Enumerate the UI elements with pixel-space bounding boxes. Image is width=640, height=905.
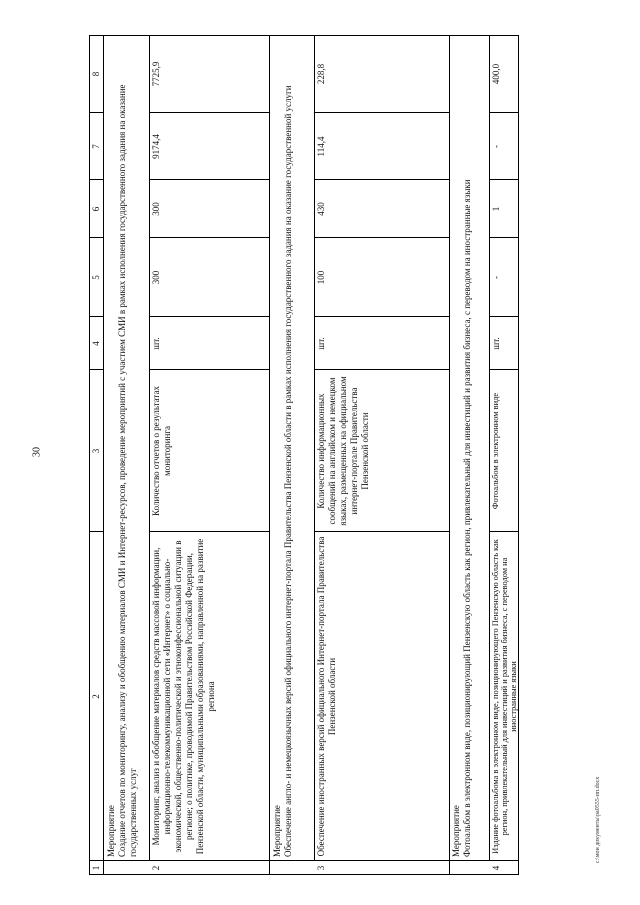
section-label: Мероприятие bbox=[451, 805, 461, 857]
row-value-5: 100 bbox=[316, 270, 326, 285]
section-title: Создание отчетов по мониторингу, анализу и обобщению материалов СМИ и Интернет-ресурсов, проведение мероприятий с участием СМИ в рамках исполнения государственного задания на оказание государственных услуг bbox=[116, 84, 138, 857]
row-indicator: Количество информационных сообщений на английском и немецком языках, размещенных на официальном интернет-портале Правительства Пензенской области bbox=[316, 376, 370, 526]
col-header-8: 8 bbox=[91, 71, 101, 77]
section-heading bbox=[106, 39, 139, 857]
col-header-2: 2 bbox=[91, 694, 101, 699]
col-header-5: 5 bbox=[91, 275, 101, 280]
row-unit: шт. bbox=[491, 337, 501, 350]
row-name: Обеспечение иностранных версий официального Интернет-портала Правительства Пензенской области bbox=[316, 536, 337, 857]
row-name: Издание фотоальбома в электронном виде, позиционирующего Пензенскую область как регион, привлекательный для инвестиций и развития бизнеса, с переводом на иностранные языки bbox=[491, 539, 519, 854]
col-header-4: 4 bbox=[91, 341, 101, 346]
row-indicator: Количество отчетов о результатах мониторинга bbox=[151, 386, 172, 516]
row-value-5: 300 bbox=[151, 270, 161, 285]
row-value-6: 430 bbox=[316, 202, 326, 216]
row-number: 3 bbox=[316, 865, 326, 871]
row-unit: шт. bbox=[151, 337, 161, 350]
row-value-7: 9174,4 bbox=[151, 134, 161, 159]
row-value-8: 228,8 bbox=[316, 63, 326, 85]
row-value-8: 7725,9 bbox=[151, 61, 161, 87]
section-title: Фотоальбом в электронном виде, позиционирующий Пензенскую область как регион, привлекательный для инвестиций и развития бизнеса, с переводом на иностранные языки bbox=[461, 179, 472, 857]
row-value-6: 1 bbox=[491, 206, 501, 212]
col-header-1: 1 bbox=[91, 865, 101, 871]
row-number: 4 bbox=[491, 865, 501, 871]
row-number: 2 bbox=[151, 865, 161, 871]
row-indicator: Фотоальбом в электронном виде bbox=[491, 392, 500, 510]
section-label: Мероприятие bbox=[106, 805, 116, 857]
section-label: Мероприятие bbox=[272, 805, 282, 857]
row-value-6: 300 bbox=[151, 202, 161, 216]
section-heading bbox=[272, 39, 294, 857]
col-header-6: 6 bbox=[91, 206, 101, 212]
row-value-7: 114,4 bbox=[316, 136, 326, 157]
row-value-8: 400,0 bbox=[491, 63, 501, 85]
section-title: Обеспечение англо- и немецкоязычных версий официального интернет-портала Правительства Пензенской области в рамках исполнения государственного задания на оказание государственной услуги bbox=[282, 85, 293, 857]
row-value-5: - bbox=[491, 276, 501, 279]
page-number: 30 bbox=[31, 447, 43, 457]
footer-file-path: c:\мои документы\ра0555-пп.docx bbox=[595, 776, 601, 864]
col-header-3: 3 bbox=[91, 448, 101, 454]
rotated-table bbox=[89, 35, 519, 875]
row-name: Мониторинг, анализ и обобщение материалов средств массовой информации, информационно-телекоммуникационной сети «Интернет» о социально-экономической, общественно-политической и этноконфессиональной ситуации в регионе; о политике, проводимой Правительством Российской Федерации, Пензенской области, муниципальными образованиями, направленной на развитие региона bbox=[151, 538, 216, 855]
section-heading bbox=[451, 39, 473, 857]
row-value-7: - bbox=[491, 145, 501, 148]
col-header-7: 7 bbox=[91, 144, 101, 149]
row-unit: шт. bbox=[316, 337, 326, 350]
